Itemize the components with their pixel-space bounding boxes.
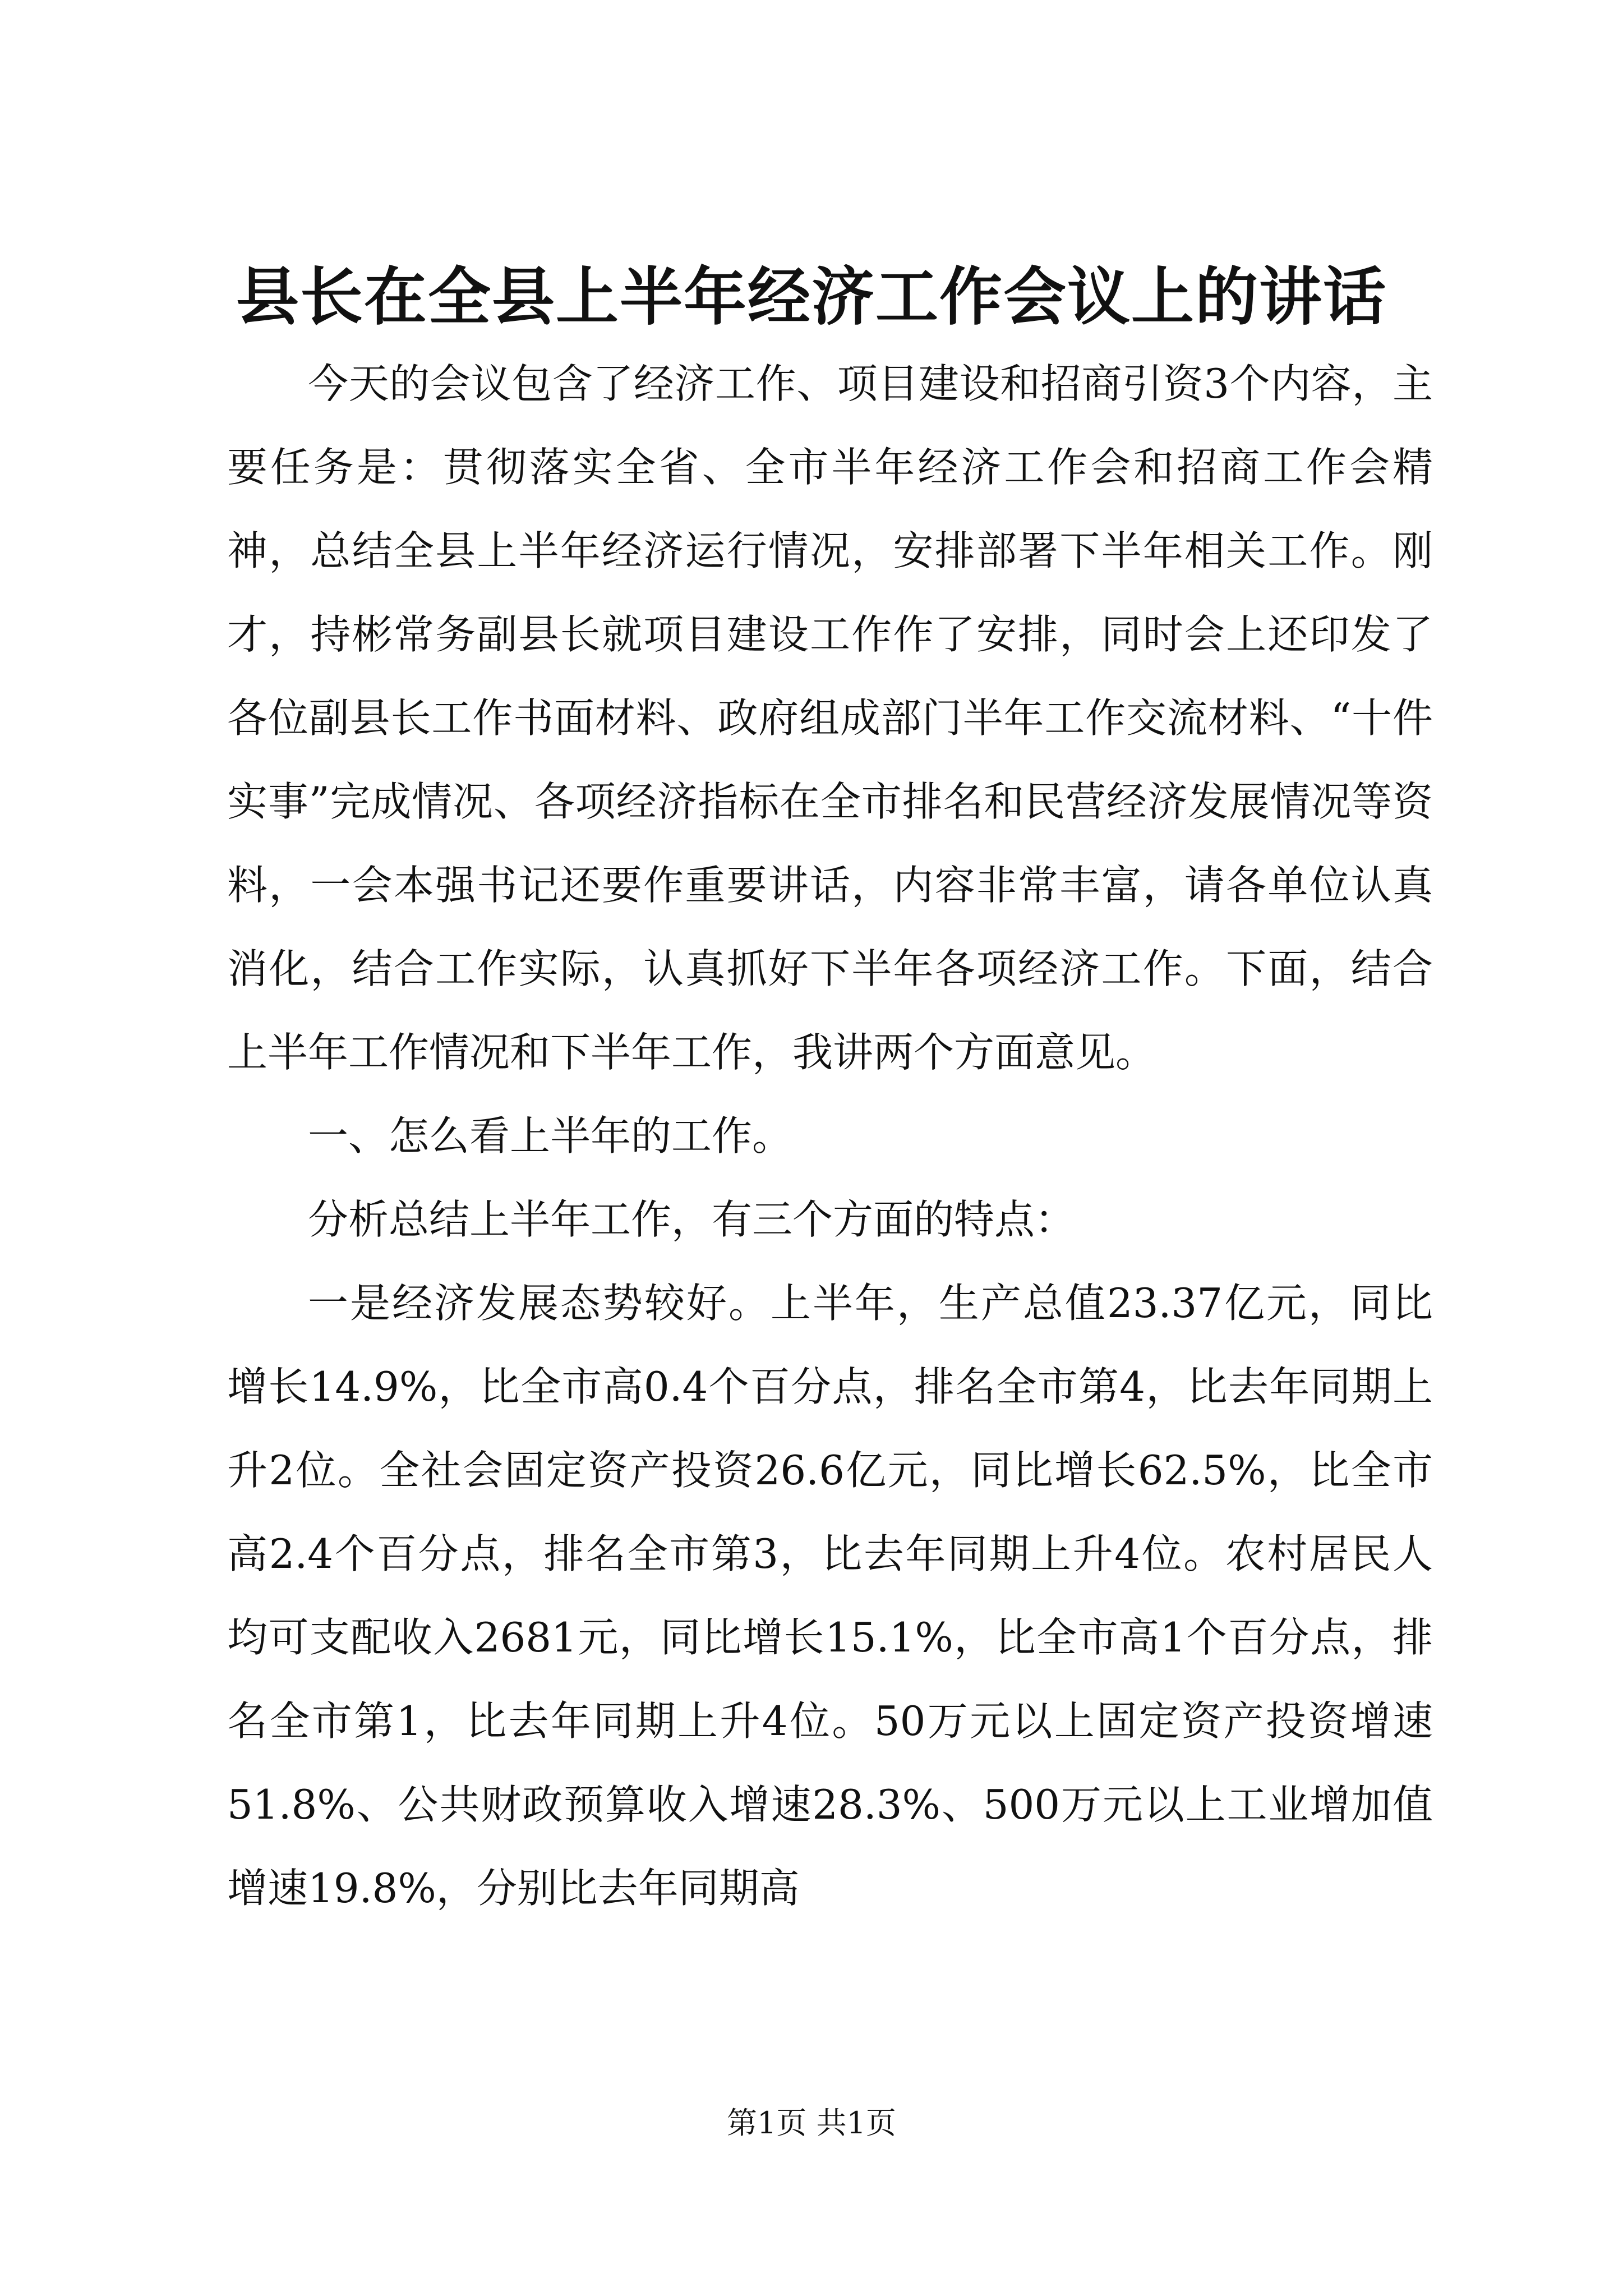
document-title: 县长在全县上半年经济工作会议上的讲话 — [236, 260, 1387, 334]
section-heading-1: 一、怎么看上半年的工作。 — [308, 1112, 793, 1159]
paragraph-intro: 今天的会议包含了经济工作、项目建设和招商引资3个内容，主要任务是：贯彻落实全省、全市半年经济工作会和招商工作会精神，总结全县上半年经济运行情况，安排部署下半年相关工作。刚才，持彬常务副县长就项目建设工作作了安排，同时会上还印发了各位副县长工作书面材料、政府组成部门半年工作交流材料、“十件实事”完成情况、各项经济指标在全市排名和民营经济发展情况等资料，一会本强书记还要作重要讲话，内容非常丰富，请各单位认真消化，结合工作实际，认真抓好下半年各项经济工作。下面，结合上半年工作情况和下半年工作，我讲两个方面意见。 — [227, 360, 1433, 1076]
document-body — [227, 342, 1433, 1930]
paragraph-point-1: 一是经济发展态势较好。上半年，生产总值23.37亿元，同比增长14.9%，比全市高0.4个百分点，排名全市第4，比去年同期上升2位。全社会固定资产投资26.6亿元，同比增长62.5%，比全市高2.4个百分点，排名全市第3，比去年同期上升4位。农村居民人均可支配收入2681元，同比增长15.1%，比全市高1个百分点，排名全市第1，比去年同期上升4位。50万元以上固定资产投资增速51.8%、公共财政预算收入增速28.3%、500万元以上工业增加值增速19.8%，分别比去年同期高 — [227, 1280, 1433, 1912]
paragraph-summary: 分析总结上半年工作，有三个方面的特点： — [308, 1196, 1076, 1243]
page-footer: 第1页 共1页 — [727, 2105, 896, 2141]
